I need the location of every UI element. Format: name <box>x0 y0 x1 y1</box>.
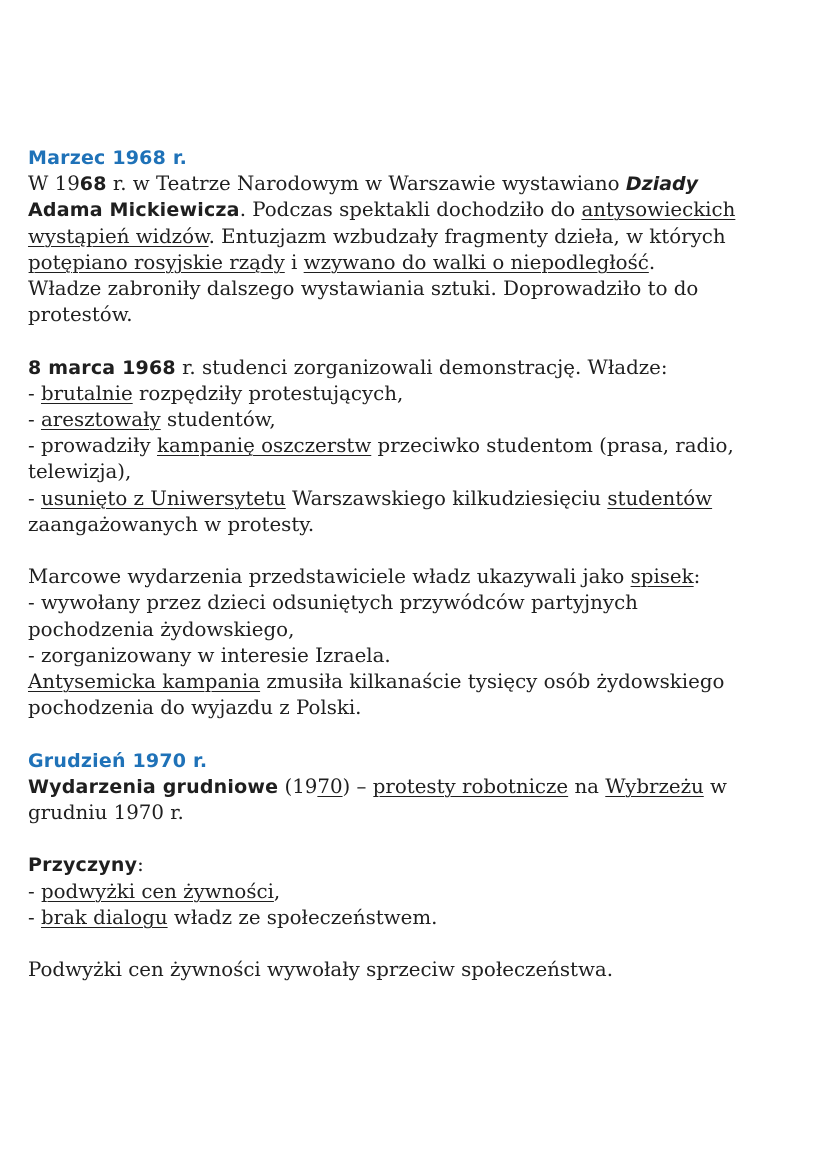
text-line <box>28 669 808 695</box>
heading-march-1968: Marzec 1968 r. <box>28 147 188 169</box>
text-run: studentów, <box>160 408 276 432</box>
heading-december-1970: Grudzień 1970 r. <box>28 749 208 772</box>
text-run: r. w Teatrze Narodowym w Warszawie wystawiano <box>106 172 626 196</box>
underlined-text: kampanię oszczerstw <box>157 434 372 458</box>
text-line <box>28 355 808 381</box>
text-line <box>28 250 808 276</box>
text-run: . Podczas spektakli dochodziło do <box>239 198 582 222</box>
text-run: w <box>703 774 727 798</box>
paragraph-gap <box>28 328 808 354</box>
text-run: - prowadziły <box>28 434 158 458</box>
paragraph-8-march <box>28 355 808 538</box>
text-run: rozpędziły protestujących, <box>132 381 404 405</box>
text-run: : <box>693 565 701 589</box>
text-run: - <box>28 408 41 432</box>
text-run: władz ze społeczeństwem. <box>167 905 438 929</box>
text-line: pochodzenia żydowskiego, <box>28 617 295 641</box>
underlined-text: protesty robotnicze <box>372 774 569 798</box>
bold-text: 68 <box>79 173 107 196</box>
text-run: , <box>273 879 281 903</box>
underlined-text: usunięto z Uniwersytetu <box>40 486 286 510</box>
list-item: - wywołany przez dzieci odsuniętych przywódców partyjnych <box>28 591 638 615</box>
text-line <box>28 852 808 878</box>
text-line: telewizja), <box>28 460 132 484</box>
bold-italic-title: Dziady <box>625 173 699 196</box>
paragraph-gap <box>28 931 808 957</box>
text-line: Władze zabroniły dalszego wystawiania sztuki. Doprowadziło to do <box>28 277 699 301</box>
underlined-text: brutalnie <box>40 381 133 405</box>
list-item <box>28 381 808 407</box>
paragraph-gap <box>28 721 808 747</box>
text-run: . Entuzjazm wzbudzały fragmenty dzieła, w których <box>208 224 726 248</box>
text-line <box>28 564 808 590</box>
text-run: zmusiła kilkanaście tysięcy osób żydowskiego <box>260 670 725 694</box>
list-item <box>28 905 808 931</box>
underlined-text: wzywano do walki o niepodległość <box>303 250 649 274</box>
underlined-text: antysowieckich <box>581 198 736 222</box>
text-line <box>28 197 808 223</box>
paragraph-przyczyny <box>28 852 808 931</box>
list-item <box>28 486 808 512</box>
underlined-text: Antysemicka kampania <box>28 670 261 694</box>
text-run: przeciwko studentom (prasa, radio, <box>371 434 734 458</box>
underlined-text: spisek <box>630 565 694 589</box>
text-line <box>28 224 808 250</box>
text-line: zaangażowanych w protesty. <box>28 512 315 536</box>
underlined-text: potępiano rosyjskie rządy <box>28 250 285 274</box>
text-run: r. studenci zorganizowali demonstrację. Władze: <box>175 355 668 379</box>
paragraph-dziady <box>28 171 808 328</box>
text-run: na <box>568 774 606 798</box>
underlined-text: brak dialogu <box>40 905 168 929</box>
underlined-text: studentów <box>607 486 713 510</box>
bold-text: Adama Mickiewicza <box>28 199 240 222</box>
paragraph-gap <box>28 826 808 852</box>
text-run: - <box>28 486 41 510</box>
bold-text: Przyczyny <box>28 854 138 877</box>
text-run: Marcowe wydarzenia przedstawiciele władz ukazywali jako <box>28 565 631 589</box>
text-line: protestów. <box>28 303 133 327</box>
list-item <box>28 407 808 433</box>
bold-text: 8 marca 1968 <box>28 356 176 379</box>
underlined-text: podwyżki cen żywności <box>40 879 274 903</box>
underlined-text: wystąpień widzów <box>28 224 209 248</box>
text-run: - <box>28 905 41 929</box>
text-run: - <box>28 879 41 903</box>
bold-text: Wydarzenia grudniowe <box>28 775 279 798</box>
list-item <box>28 879 808 905</box>
paragraph-spisek <box>28 564 808 721</box>
underlined-text: Wybrzeżu <box>605 774 704 798</box>
text-line: pochodzenia do wyjazdu z Polski. <box>28 696 362 720</box>
text-run: W 19 <box>28 172 80 196</box>
paragraph-gap <box>28 538 808 564</box>
text-line <box>28 171 808 197</box>
underlined-text: aresztowały <box>40 408 161 432</box>
text-line: Podwyżki cen żywności wywołały sprzeciw społeczeństwa. <box>28 958 614 982</box>
text-line: grudniu 1970 r. <box>28 801 184 825</box>
document-content <box>28 145 808 983</box>
text-run: Warszawskiego kilkudziesięciu <box>285 486 608 510</box>
paragraph-grudniowe <box>28 774 808 826</box>
text-run: - <box>28 381 41 405</box>
text-run: . <box>648 250 656 274</box>
list-item: - zorganizowany w interesie Izraela. <box>28 643 391 667</box>
text-run: ) – <box>342 774 373 798</box>
text-run: : <box>137 853 144 877</box>
list-item <box>28 433 808 459</box>
underlined-text: 70 <box>317 774 343 798</box>
text-run: (19 <box>278 774 318 798</box>
text-run: i <box>284 250 304 274</box>
text-line <box>28 774 808 800</box>
